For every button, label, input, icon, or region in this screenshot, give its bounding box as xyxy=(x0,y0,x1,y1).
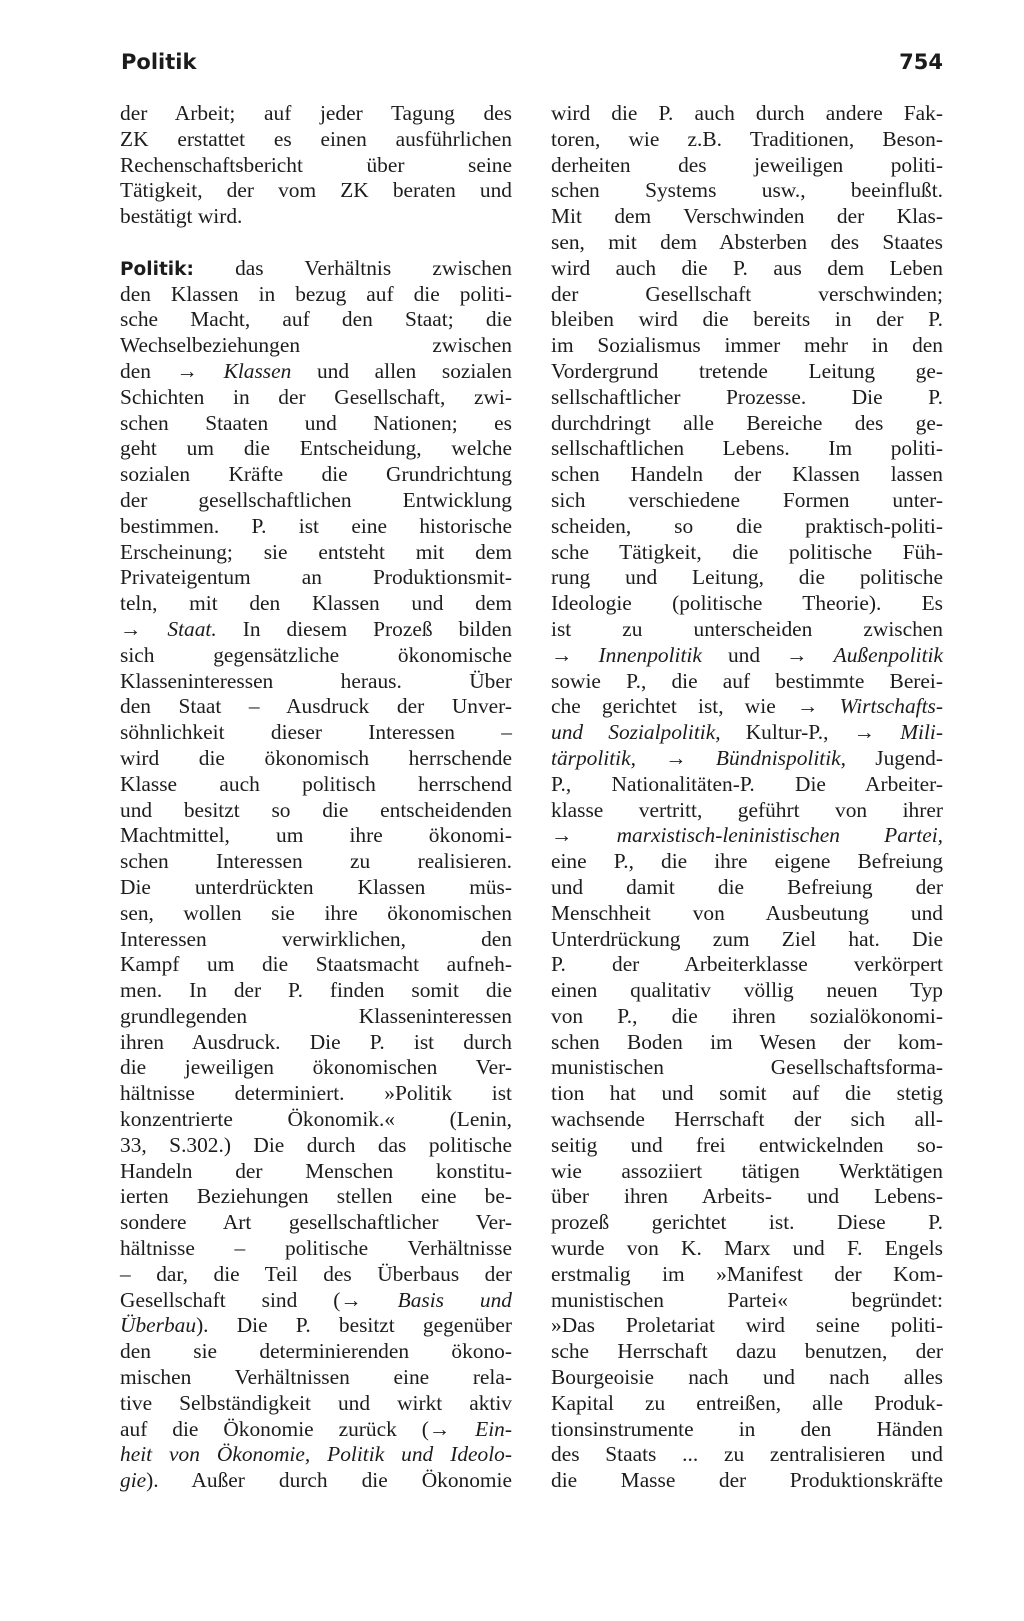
text-segment: teln, mit den Klassen und dem xyxy=(120,591,512,616)
text-segment: konzentrierte Ökonomik.« (Lenin, xyxy=(120,1107,512,1132)
text-segment: klasse vertritt, geführt von ihrer xyxy=(551,797,943,822)
text-segment: munistischen Gesellschaftsforma- xyxy=(551,1055,943,1080)
text-line xyxy=(551,952,943,978)
text-line xyxy=(120,1365,512,1391)
text-segment: sellschaftlicher Prozesse. Die P. xyxy=(551,384,943,409)
text-line xyxy=(551,669,943,695)
italic-reference: Klassen xyxy=(223,358,292,383)
text-segment: ist zu unterscheiden zwischen xyxy=(551,616,943,641)
text-line xyxy=(551,282,943,308)
text-line xyxy=(551,591,943,617)
text-line xyxy=(120,1055,512,1081)
text-line xyxy=(551,411,943,437)
text-line xyxy=(551,256,943,282)
text-segment: Tätigkeit, der vom ZK beraten und xyxy=(120,178,512,203)
italic-reference: Mili- xyxy=(900,720,943,745)
text-segment: Gesellschaft sind (→ xyxy=(120,1287,398,1312)
page-number: 754 xyxy=(899,50,943,74)
text-line xyxy=(120,359,512,385)
text-line xyxy=(120,823,512,849)
text-line xyxy=(120,178,512,204)
text-segment: Kultur-P., → xyxy=(720,720,901,745)
text-line xyxy=(551,101,943,127)
left-text-column xyxy=(120,101,512,1494)
text-line xyxy=(551,1468,943,1494)
text-line xyxy=(551,1442,943,1468)
text-segment: von P., die ihren sozialökonomi- xyxy=(551,1003,943,1028)
italic-reference: Wirtschafts- xyxy=(839,694,943,719)
text-line xyxy=(120,282,512,308)
text-segment: Die unterdrückten Klassen müs- xyxy=(120,874,512,899)
text-segment: den sie determinierenden ökono- xyxy=(120,1339,512,1364)
text-segment: und → xyxy=(701,642,834,667)
text-segment: wird die ökonomisch herrschende xyxy=(120,745,512,770)
text-segment: und damit die Befreiung der xyxy=(551,874,943,899)
text-line xyxy=(551,540,943,566)
text-segment: und allen sozialen xyxy=(291,358,512,383)
text-segment: Kapital zu entreißen, alle Produk- xyxy=(551,1390,943,1415)
text-segment: – dar, die Teil des Überbaus der xyxy=(120,1261,512,1286)
text-segment: schen Boden im Wesen der kom- xyxy=(551,1029,943,1054)
text-segment: che gerichtet ist, wie → xyxy=(551,694,840,719)
text-segment: men. In der P. finden somit die xyxy=(120,978,512,1003)
text-segment: schen Interessen zu realisieren. xyxy=(120,849,512,874)
text-segment: schen Handeln der Klassen lassen xyxy=(551,462,943,487)
text-line xyxy=(120,256,512,282)
text-line xyxy=(120,1236,512,1262)
text-segment: toren, wie z.B. Traditionen, Beson- xyxy=(551,126,943,151)
text-line xyxy=(120,849,512,875)
text-line xyxy=(120,1004,512,1030)
text-line xyxy=(120,488,512,514)
text-segment: rung und Leitung, die politische xyxy=(551,565,943,590)
text-segment: der Arbeit; auf jeder Tagung des xyxy=(120,101,512,125)
text-segment: den Klassen in bezug auf die politi- xyxy=(120,281,512,306)
text-segment: Privateigentum an Produktionsmit- xyxy=(120,565,512,590)
text-segment: durchdringt alle Bereiche des ge- xyxy=(551,410,943,435)
text-segment: P. der Arbeiterklasse verkörpert xyxy=(551,952,943,977)
text-segment: sellschaftlichen Lebens. Im politi- xyxy=(551,436,943,461)
text-segment: derheiten des jeweiligen politi- xyxy=(551,152,943,177)
text-line xyxy=(120,1442,512,1468)
text-segment: Klasseninteressen heraus. Über xyxy=(120,668,512,693)
text-segment: wurde von K. Marx und F. Engels xyxy=(551,1236,943,1261)
text-line xyxy=(120,307,512,333)
text-segment: sich verschiedene Formen unter- xyxy=(551,487,943,512)
text-line xyxy=(120,1262,512,1288)
text-line xyxy=(120,1313,512,1339)
text-segment: tion hat und somit auf die stetig xyxy=(551,1081,943,1106)
text-segment: Rechenschaftsbericht über seine xyxy=(120,152,512,177)
text-line xyxy=(120,1133,512,1159)
text-segment: ierten Beziehungen stellen eine be- xyxy=(120,1184,512,1209)
text-segment: In diesem Prozeß bilden xyxy=(216,616,512,641)
text-line xyxy=(551,694,943,720)
page-title: Politik xyxy=(121,50,197,74)
text-line xyxy=(120,875,512,901)
text-line xyxy=(120,901,512,927)
text-segment: erstmalig im »Manifest der Kom- xyxy=(551,1261,943,1286)
text-segment: ). Die P. besitzt gegenüber xyxy=(196,1313,512,1338)
text-line xyxy=(120,927,512,953)
right-text-column xyxy=(551,101,943,1494)
text-segment: Interessen verwirklichen, den xyxy=(120,926,512,951)
text-segment: → xyxy=(635,745,716,770)
text-segment: ). Außer durch die Ökonomie xyxy=(146,1468,512,1493)
text-line xyxy=(120,565,512,591)
text-line xyxy=(120,798,512,824)
text-segment: wird auch die P. aus dem Leben xyxy=(551,255,943,280)
text-segment: Erscheinung; sie entsteht mit dem xyxy=(120,539,512,564)
text-line xyxy=(120,617,512,643)
text-line xyxy=(551,720,943,746)
paragraph-gap xyxy=(120,230,512,256)
entry-keyword: Politik: xyxy=(120,258,194,280)
text-line xyxy=(120,1107,512,1133)
text-segment: Wechselbeziehungen zwischen xyxy=(120,333,512,358)
text-line xyxy=(551,643,943,669)
text-line xyxy=(551,772,943,798)
text-segment: Menschheit von Ausbeutung und xyxy=(551,900,943,925)
text-segment: hältnisse determiniert. »Politik ist xyxy=(120,1081,512,1106)
text-segment: geht um die Entscheidung, welche xyxy=(120,436,512,461)
text-segment: Handeln der Menschen konstitu- xyxy=(120,1158,512,1183)
text-line xyxy=(120,101,512,127)
text-line xyxy=(551,462,943,488)
text-line xyxy=(120,1210,512,1236)
text-line xyxy=(551,849,943,875)
text-segment: und besitzt so die entscheidenden xyxy=(120,797,512,822)
text-line xyxy=(551,798,943,824)
text-segment: Unterdrückung zum Ziel hat. Die xyxy=(551,926,943,951)
text-line xyxy=(551,1262,943,1288)
text-line xyxy=(551,359,943,385)
text-segment: auf die Ökonomie zurück (→ xyxy=(120,1416,476,1441)
text-line xyxy=(120,952,512,978)
text-segment: sen, mit dem Absterben des Staates xyxy=(551,229,943,254)
text-segment: schen Systems usw., beeinflußt. xyxy=(551,178,943,203)
text-line xyxy=(120,436,512,462)
text-segment: Schichten in der Gesellschaft, zwi- xyxy=(120,384,512,409)
text-segment: ZK erstattet es einen ausführlichen xyxy=(120,126,512,151)
text-line xyxy=(120,772,512,798)
text-line xyxy=(551,1210,943,1236)
text-segment: wird die P. auch durch andere Fak- xyxy=(551,101,943,125)
text-segment: der gesellschaftlichen Entwicklung xyxy=(120,487,512,512)
text-line xyxy=(551,204,943,230)
text-line xyxy=(551,1313,943,1339)
text-line xyxy=(551,1004,943,1030)
text-line xyxy=(551,746,943,772)
text-segment: Klasse auch politisch herrschend xyxy=(120,771,512,796)
italic-reference: gie xyxy=(120,1468,147,1493)
text-segment: munistischen Partei« begründet: xyxy=(551,1287,943,1312)
text-line xyxy=(120,1391,512,1417)
text-segment: sche Macht, auf den Staat; die xyxy=(120,307,512,332)
text-segment: wie assoziiert tätigen Werktätigen xyxy=(551,1158,943,1183)
text-segment: → xyxy=(551,642,599,667)
text-segment: wachsende Herrschaft der sich all- xyxy=(551,1107,943,1132)
text-line xyxy=(120,978,512,1004)
text-segment: tive Selbständigkeit und wirkt aktiv xyxy=(120,1390,512,1415)
text-segment: → xyxy=(120,616,168,641)
text-segment: sche Tätigkeit, die politische Füh- xyxy=(551,539,943,564)
text-segment: grundlegenden Klasseninteressen xyxy=(120,1003,512,1028)
text-segment: → xyxy=(551,823,617,848)
text-line xyxy=(120,1184,512,1210)
text-line xyxy=(120,669,512,695)
text-segment: sozialen Kräfte die Grundrichtung xyxy=(120,462,512,487)
text-line xyxy=(120,1417,512,1443)
text-line xyxy=(551,1133,943,1159)
text-line xyxy=(551,1417,943,1443)
text-line xyxy=(551,927,943,953)
text-segment: Ideologie (politische Theorie). Es xyxy=(551,591,943,616)
text-line xyxy=(120,1081,512,1107)
italic-reference: Basis und xyxy=(397,1287,512,1312)
italic-reference: Ein- xyxy=(475,1416,512,1441)
text-line xyxy=(120,462,512,488)
running-head xyxy=(121,50,943,80)
text-line xyxy=(551,1236,943,1262)
text-segment: Jugend- xyxy=(846,745,943,770)
text-segment: söhnlichkeit dieser Interessen – xyxy=(120,720,512,745)
text-segment: scheiden, so die praktisch-politi- xyxy=(551,513,943,538)
italic-reference: Innenpolitik xyxy=(598,642,702,667)
text-segment: sowie P., die auf bestimmte Berei- xyxy=(551,668,943,693)
text-segment: Kampf um die Staatsmacht aufneh- xyxy=(120,952,512,977)
italic-reference: Außenpolitik xyxy=(833,642,943,667)
text-line xyxy=(551,333,943,359)
text-segment: sen, wollen sie ihre ökonomischen xyxy=(120,900,512,925)
text-line xyxy=(551,1030,943,1056)
text-segment: eine P., die ihre eigene Befreiung xyxy=(551,849,943,874)
text-line xyxy=(551,875,943,901)
italic-reference: Bündnispolitik, xyxy=(715,745,847,770)
text-line xyxy=(551,617,943,643)
text-segment: hältnisse – politische Verhältnisse xyxy=(120,1236,512,1261)
text-line xyxy=(551,307,943,333)
italic-reference: marxistisch-leninistischen Partei, xyxy=(616,823,943,848)
text-line xyxy=(120,720,512,746)
text-line xyxy=(551,1055,943,1081)
text-line xyxy=(120,333,512,359)
text-segment: schen Staaten und Nationen; es xyxy=(120,410,512,435)
text-segment: sondere Art gesellschaftlicher Ver- xyxy=(120,1210,512,1235)
text-line xyxy=(120,540,512,566)
text-segment: sich gegensätzliche ökonomische xyxy=(120,642,512,667)
text-line xyxy=(120,746,512,772)
text-line xyxy=(120,1159,512,1185)
text-segment: die jeweiligen ökonomischen Ver- xyxy=(120,1055,512,1080)
text-segment: bestimmen. P. ist eine historische xyxy=(120,513,512,538)
text-segment: Mit dem Verschwinden der Klas- xyxy=(551,204,943,229)
italic-reference: tärpolitik, xyxy=(551,745,636,770)
italic-reference: Staat. xyxy=(167,616,217,641)
text-segment: bestätigt wird. xyxy=(120,204,243,229)
text-line xyxy=(551,514,943,540)
text-line xyxy=(551,978,943,1004)
text-segment: mischen Verhältnissen eine rela- xyxy=(120,1365,512,1390)
text-line xyxy=(120,411,512,437)
text-segment: bleiben wird die bereits in der P. xyxy=(551,307,943,332)
text-line xyxy=(120,1030,512,1056)
text-segment: sche Herrschaft dazu benutzen, der xyxy=(551,1339,943,1364)
text-segment: tionsinstrumente in den Händen xyxy=(551,1416,943,1441)
text-line xyxy=(120,514,512,540)
italic-reference: heit von Ökonomie, Politik und Ideolo- xyxy=(120,1442,512,1467)
text-line xyxy=(120,204,512,230)
text-segment: Vordergrund tretende Leitung ge- xyxy=(551,358,943,383)
text-segment: die Masse der Produktionskräfte xyxy=(551,1468,943,1493)
text-segment: ihren Ausdruck. Die P. ist durch xyxy=(120,1029,512,1054)
text-segment: 33, S.302.) Die durch das politische xyxy=(120,1132,512,1157)
text-line xyxy=(551,230,943,256)
text-line xyxy=(120,1339,512,1365)
text-segment: im Sozialismus immer mehr in den xyxy=(551,333,943,358)
text-segment: »Das Proletariat wird seine politi- xyxy=(551,1313,943,1338)
text-line xyxy=(551,823,943,849)
text-line xyxy=(120,385,512,411)
text-line xyxy=(551,901,943,927)
text-line xyxy=(551,1339,943,1365)
text-line xyxy=(551,1107,943,1133)
text-segment: das Verhältnis zwischen xyxy=(193,255,512,280)
text-segment: Bourgeoisie nach und nach alles xyxy=(551,1365,943,1390)
text-line xyxy=(551,385,943,411)
italic-reference: Überbau xyxy=(120,1313,197,1338)
text-line xyxy=(120,643,512,669)
text-line xyxy=(551,1391,943,1417)
text-segment: den → xyxy=(120,358,224,383)
text-line xyxy=(120,694,512,720)
text-line xyxy=(120,1288,512,1314)
text-line xyxy=(551,565,943,591)
text-segment: Machtmittel, um ihre ökonomi- xyxy=(120,823,512,848)
text-segment: seitig und frei entwickelnden so- xyxy=(551,1132,943,1157)
text-segment: der Gesellschaft verschwinden; xyxy=(551,281,943,306)
text-line xyxy=(120,1468,512,1494)
text-line xyxy=(551,153,943,179)
text-line xyxy=(551,1365,943,1391)
text-segment: P., Nationalitäten-P. Die Arbeiter- xyxy=(551,771,943,796)
text-line xyxy=(120,127,512,153)
text-segment: über ihren Arbeits- und Lebens- xyxy=(551,1184,943,1209)
text-line xyxy=(551,127,943,153)
text-segment: einen qualitativ völlig neuen Typ xyxy=(551,978,943,1003)
text-segment: prozeß gerichtet ist. Diese P. xyxy=(551,1210,943,1235)
text-line xyxy=(551,1184,943,1210)
text-line xyxy=(551,488,943,514)
text-line xyxy=(120,591,512,617)
text-line xyxy=(551,1081,943,1107)
text-segment: des Staats ... zu zentralisieren und xyxy=(551,1442,943,1467)
text-line xyxy=(551,436,943,462)
italic-reference: und Sozialpolitik, xyxy=(551,720,721,745)
text-line xyxy=(551,1288,943,1314)
text-line xyxy=(120,153,512,179)
text-line xyxy=(551,178,943,204)
text-line xyxy=(551,1159,943,1185)
text-segment: den Staat – Ausdruck der Unver- xyxy=(120,694,512,719)
